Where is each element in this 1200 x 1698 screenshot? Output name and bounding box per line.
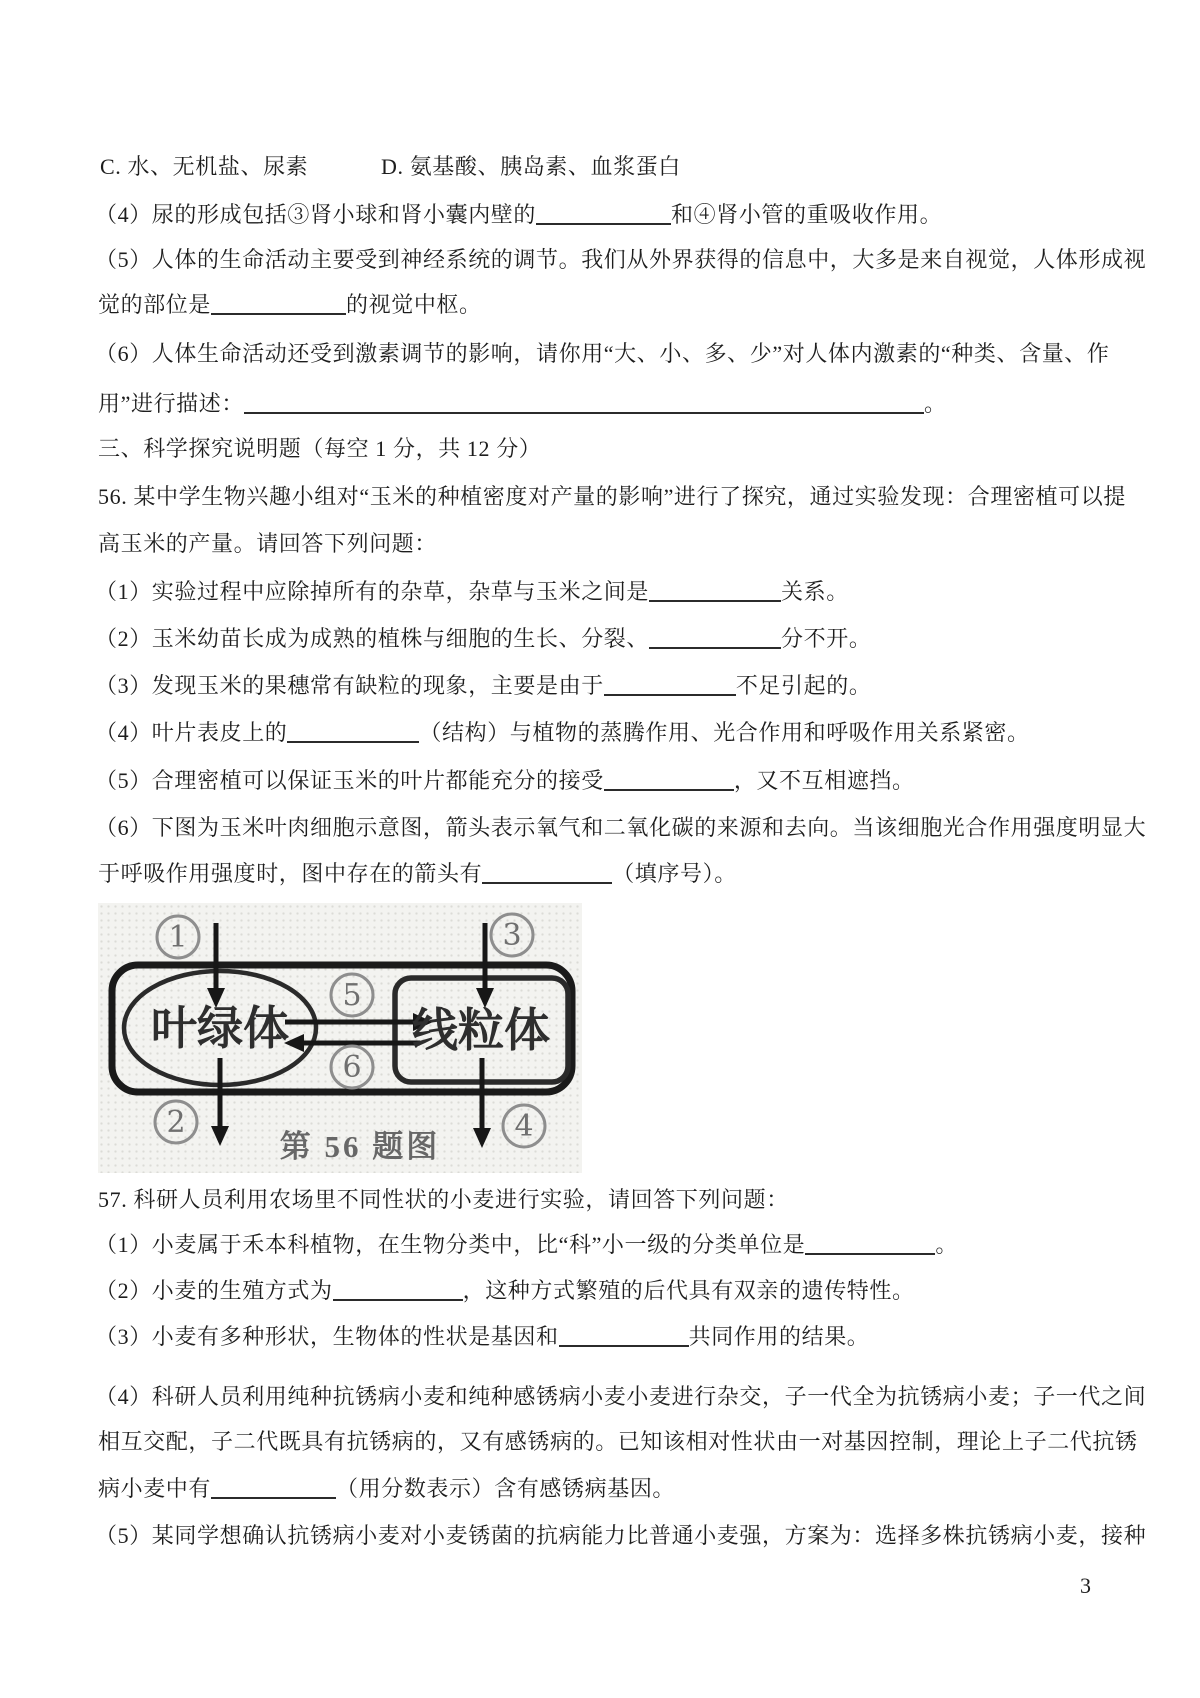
svg-text:5: 5 [342,978,362,1013]
question-57-4-cont2 [98,1474,675,1504]
text-run: （4）叶片表皮上的 [95,720,288,745]
question-55-5 [95,245,1146,275]
chloroplast-label: 叶绿体 [151,1003,289,1054]
blank-underline [604,769,734,791]
text-run: （2）小麦的生殖方式为 [95,1278,333,1303]
cell-diagram [98,903,582,1173]
text-run: （4）尿的形成包括③肾小球和肾小囊内壁的 [95,202,537,227]
text-run: 。 [923,391,947,416]
option-c [100,152,308,182]
text-run: 高玉米的产量。请回答下列问题： [98,531,438,556]
text-run: 于呼吸作用强度时，图中存在的箭头有 [98,861,483,886]
blank-underline [805,1233,935,1255]
text-run: 56. 某中学生物兴趣小组对“玉米的种植密度对产量的影响”进行了探究，通过实验发现：合理密植可以提 [98,484,1126,509]
circled-number-4 [503,1105,545,1147]
svg-text:1: 1 [168,920,188,955]
text-run: （5）人体的生命活动主要受到神经系统的调节。我们从外界获得的信息中，大多是来自视觉，人体形成视 [95,247,1147,272]
blank-underline [333,1279,463,1301]
circled-number-6 [331,1046,373,1088]
question-56-stem [98,482,1126,512]
question-55-5-cont [98,290,482,320]
question-56-3 [95,671,871,701]
text-run: 关系。 [781,579,849,604]
text-run: 的视觉中枢。 [346,292,482,317]
question-57-stem [98,1185,789,1215]
text-run: （6）人体生命活动还受到激素调节的影响，请你用“大、小、多、少”对人体内激素的“种类、含量、作 [95,341,1110,366]
blank-underline [211,293,346,315]
blank-underline [559,1325,689,1347]
question-55-6 [95,339,1110,369]
text-run: （结构）与植物的蒸腾作用、光合作用和呼吸作用关系紧密。 [419,720,1030,745]
question-56-stem-cont [98,529,437,559]
question-56-6-cont [98,859,737,889]
text-run: 觉的部位是 [98,292,212,317]
text-run: （5）合理密植可以保证玉米的叶片都能充分的接受 [95,768,604,793]
question-57-2 [95,1276,915,1306]
question-55-6-cont [98,389,947,419]
text-run: 相互交配，子二代既具有抗锈病的，又有感锈病的。已知该相对性状由一对基因控制，理论上子二代抗锈 [98,1429,1138,1454]
blank-underline [536,203,671,225]
svg-text:3: 3 [502,918,522,953]
svg-text:2: 2 [166,1105,186,1140]
question-57-4 [95,1382,1146,1412]
text-run: （6）下图为玉米叶肉细胞示意图，箭头表示氧气和二氧化碳的来源和去向。当该细胞光合作用强度明显大 [95,815,1147,840]
text-run: ，又不互相遮挡。 [733,768,915,793]
text-run: （3）小麦有多种形状，生物体的性状是基因和 [95,1324,559,1349]
question-55-4 [95,200,942,230]
circled-number-1 [157,916,199,958]
text-run: （用分数表示）含有感锈病基因。 [336,1476,676,1501]
text-run: （5）某同学想确认抗锈病小麦对小麦锈菌的抗病能力比普通小麦强，方案为：选择多株抗锈病小麦，接种 [95,1523,1147,1548]
text-run: （填序号）。 [612,861,737,886]
question-57-4-cont1 [98,1427,1138,1457]
blank-underline [604,674,736,696]
question-56-4 [95,718,1030,748]
text-run: 三、科学探究说明题（每空 1 分，共 12 分） [98,436,542,461]
blank-underline [482,862,612,884]
section-3-heading [98,434,541,464]
page-number: 3 [1080,1573,1091,1598]
blank-underline [649,627,781,649]
question-56-2 [95,624,871,654]
text-run: 病小麦中有 [98,1476,212,1501]
circled-number-5 [331,974,373,1016]
svg-text:4: 4 [514,1109,534,1144]
question-57-3 [95,1322,869,1352]
circled-number-2 [155,1101,197,1143]
question-57-5 [95,1521,1146,1551]
blank-underline [211,1477,336,1499]
text-run: （1）实验过程中应除掉所有的杂草，杂草与玉米之间是 [95,579,650,604]
text-run: 用”进行描述： [98,391,244,416]
text-run: 。 [935,1232,958,1257]
text-run: 分不开。 [781,626,872,651]
text-run: （2）玉米幼苗长成为成熟的植株与细胞的生长、分裂、 [95,626,650,651]
blank-underline [649,580,781,602]
text-run: C. 水、无机盐、尿素 [100,154,309,179]
mitochondria-label: 线粒体 [412,1005,550,1056]
text-run: （3）发现玉米的果穗常有缺粒的现象，主要是由于 [95,673,604,698]
text-run: （1）小麦属于禾本科植物，在生物分类中，比“科”小一级的分类单位是 [95,1232,806,1257]
text-run: 57. 科研人员利用农场里不同性状的小麦进行实验，请回答下列问题： [98,1187,789,1212]
option-d [381,152,681,182]
circled-number-3 [491,914,533,956]
question-57-1 [95,1230,958,1260]
blank-underline [287,721,419,743]
text-run: D. 氨基酸、胰岛素、血浆蛋白 [381,154,681,179]
figure-caption: 第 56 题图 [279,1129,441,1164]
svg-text:6: 6 [342,1050,362,1085]
arrow-4-down-icon [473,1058,491,1148]
question-56-6 [95,813,1146,843]
arrow-2-down-icon [211,1058,229,1146]
text-run: 共同作用的结果。 [688,1324,870,1349]
question-56-1 [95,577,849,607]
text-run: ，这种方式繁殖的后代具有双亲的遗传特性。 [462,1278,915,1303]
text-run: 不足引起的。 [735,673,872,698]
text-run: 和④肾小管的重吸收作用。 [671,202,943,227]
question-56-figure [98,903,582,1173]
question-56-5 [95,766,915,796]
blank-underline [244,392,924,414]
text-run: （4）科研人员利用纯种抗锈病小麦和纯种感锈病小麦小麦进行杂交，子一代全为抗锈病小麦；子一代之间 [95,1384,1147,1409]
